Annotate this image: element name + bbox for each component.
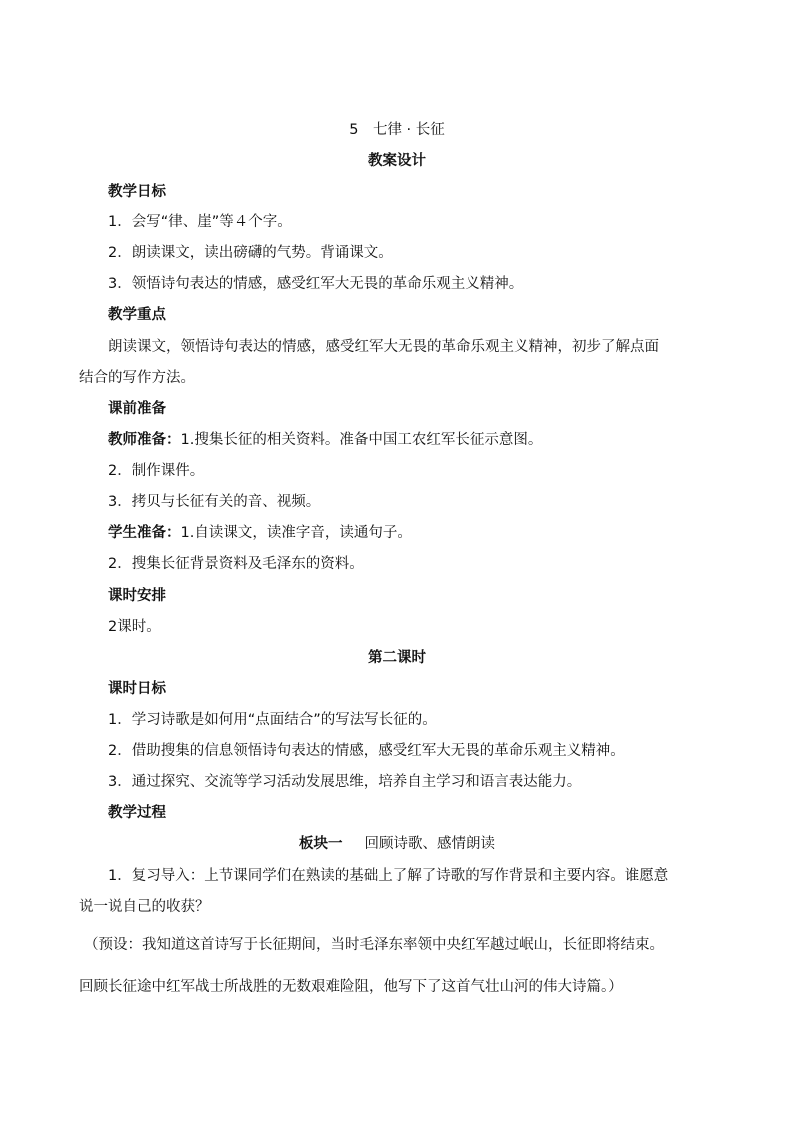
teacher-prep-item: 1.搜集长征的相关资料。准备中国工农红军长征示意图。 <box>180 432 543 448</box>
teacher-prep-line <box>108 430 542 450</box>
block-label: 板块一 <box>299 836 343 852</box>
teacher-prep-item: 2．制作课件。 <box>108 463 205 479</box>
preparation-heading: 课前准备 <box>108 401 166 417</box>
block-heading <box>0 834 794 854</box>
student-prep-item: 1.自读课文，读准字音，读通句子。 <box>180 525 412 541</box>
student-prep-line <box>108 523 412 543</box>
step-line: 说一说自己的收获？ <box>79 899 210 915</box>
doc-subtitle: 教案设计 <box>368 153 426 169</box>
key-points-heading: 教学重点 <box>108 307 166 323</box>
schedule-value: 2课时。 <box>108 619 161 635</box>
objective-item: 3．领悟诗句表达的情感，感受红军大无畏的革命乐观主义精神。 <box>108 276 524 292</box>
schedule-heading: 课时安排 <box>108 588 166 604</box>
lesson2-objective-item: 2．借助搜集的信息领悟诗句表达的情感，感受红军大无畏的革命乐观主义精神。 <box>108 743 625 759</box>
block-title: 回顾诗歌、感情朗读 <box>364 836 495 852</box>
objective-item: 1．会写“律、崖”等４个字。 <box>108 214 292 230</box>
key-points-line: 朗读课文，领悟诗句表达的情感，感受红军大无畏的革命乐观主义精神，初步了解点面 <box>108 339 659 355</box>
lesson2-objectives-heading: 课时日标 <box>108 681 166 697</box>
process-heading: 教学过程 <box>108 805 166 821</box>
student-prep-item: 2．搜集长征背景资料及毛泽东的资料。 <box>108 556 364 572</box>
key-points-line: 结合的写作方法。 <box>79 370 195 386</box>
teacher-prep-item: 3．拷贝与长征有关的音、视频。 <box>108 494 321 510</box>
lesson2-title: 第二课时 <box>368 650 426 666</box>
lesson2-objective-item: 1．学习诗歌是如何用“点面结合”的写法写长征的。 <box>108 712 437 728</box>
objective-item: 2．朗读课文，读出磅礴的气势。背诵课文。 <box>108 245 393 261</box>
doc-title: 5 七律 · 长征 <box>349 122 445 138</box>
step-line: 1．复习导入：上节课同学们在熟读的基础上了解了诗歌的写作背景和主要内容。谁愿意 <box>108 868 669 884</box>
preset-line: （预设：我知道这首诗写于长征期间，当时毛泽东率领中央红军越过岷山，长征即将结束。 <box>84 937 664 953</box>
preset-line: 回顾长征途中红军战士所战胜的无数艰难险阻，他写下了这首气壮山河的伟大诗篇。） <box>79 979 623 995</box>
teacher-prep-label: 教师准备： <box>108 432 181 448</box>
student-prep-label: 学生准备： <box>108 525 181 541</box>
objectives-heading: 教学日标 <box>108 184 166 200</box>
lesson2-objective-item: 3．通过探究、交流等学习活动发展思维，培养自主学习和语言表达能力。 <box>108 774 582 790</box>
